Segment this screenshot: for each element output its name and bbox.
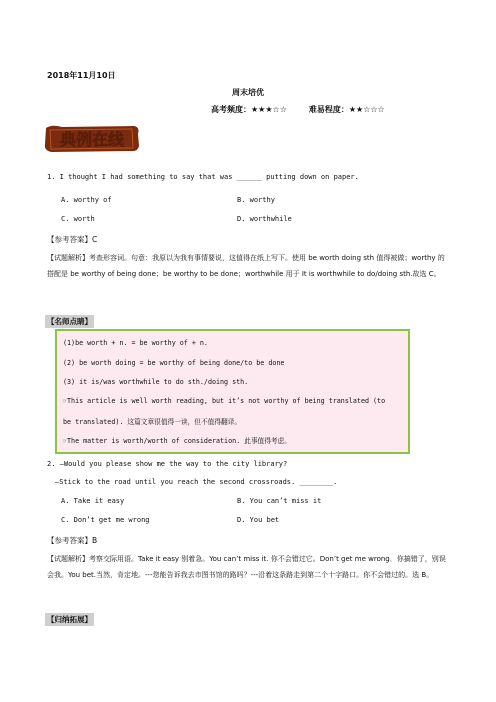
note-line-3: (3) it is/was worthwhile to do sth./doing sth. xyxy=(63,378,249,386)
note-line-2: (2) be worth doing = be worthy of being done/to be done xyxy=(63,359,285,367)
q1-option-b: B. worthy xyxy=(237,196,275,204)
teacher-note-tag: 【名师点睛】 xyxy=(47,317,92,326)
banner-text: 典例在线 xyxy=(59,130,125,149)
note-line-1: (1)be worth + n. = be worthy of + n. xyxy=(63,339,208,347)
q2-stem-2: —Stick to the road until you reach the second crossroads. ________. xyxy=(55,478,338,486)
q1-answer: 【参考答案】C xyxy=(47,235,98,244)
q1-option-a: A. worthy of xyxy=(61,196,112,204)
page-title: 周末培优 xyxy=(232,88,264,97)
difficulty-label: 难易程度： xyxy=(308,105,349,114)
q1-stem: 1. I thought I had something to say that was ______ putting down on paper. xyxy=(47,173,359,181)
teacher-note-box xyxy=(55,329,410,454)
section-banner xyxy=(42,124,142,154)
note-line-5: be translated). 这篇文章很值得一读，但不值得翻译。 xyxy=(63,418,242,426)
q2-option-d: D. You bet xyxy=(237,516,280,524)
q2-stem-1: 2. —Would you please show me the way to the city library? xyxy=(47,460,288,468)
note-line-4: ☞This article is well worth reading, but it’s not worthy of being translated (to xyxy=(63,397,386,405)
q2-option-b: B. You can’t miss it xyxy=(237,497,322,505)
difficulty-stars: ★★☆☆☆ xyxy=(348,105,385,114)
note-line-6: ☞The matter is worth/worth of consideration. 此事值得考虑。 xyxy=(63,437,291,445)
q1-analysis: 【试题解析】考查形容词。句意：我原以为我有事情要说，这值得在纸上写下。使用 be worth doing sth 值得被做；worthy 的搭配是 be worthy of being done；be worthy to be done；worthwhile 用于 It is worthwhile to do/doing sth.故选 C。 xyxy=(47,254,445,278)
q2-analysis: 【试题解析】考察交际用语。Take it easy 别着急。You can’t miss it. 你不会错过它。Don’t get me wrong．你搞错了，别误会我。You bet.当然，肯定地。---您能告诉我去市图书馆的路吗？---沿着这条路走到第二个十字路口。你不会错过的。选 B。 xyxy=(47,555,446,579)
frequency-label: 高考频度： xyxy=(211,105,251,114)
date: 2018年11月10日 xyxy=(47,71,116,80)
q1-option-c: C. worth xyxy=(61,215,95,223)
frequency-stars: ★★★☆☆ xyxy=(251,105,287,114)
q1-option-d: D. worthwhile xyxy=(237,215,292,223)
summary-tag: 【归纳拓展】 xyxy=(47,615,92,624)
q2-option-c: C. Don’t get me wrong xyxy=(61,516,150,524)
q2-option-a: A. Take it easy xyxy=(61,497,125,505)
difficulty-info xyxy=(211,104,385,115)
q2-answer: 【参考答案】B xyxy=(47,536,98,545)
